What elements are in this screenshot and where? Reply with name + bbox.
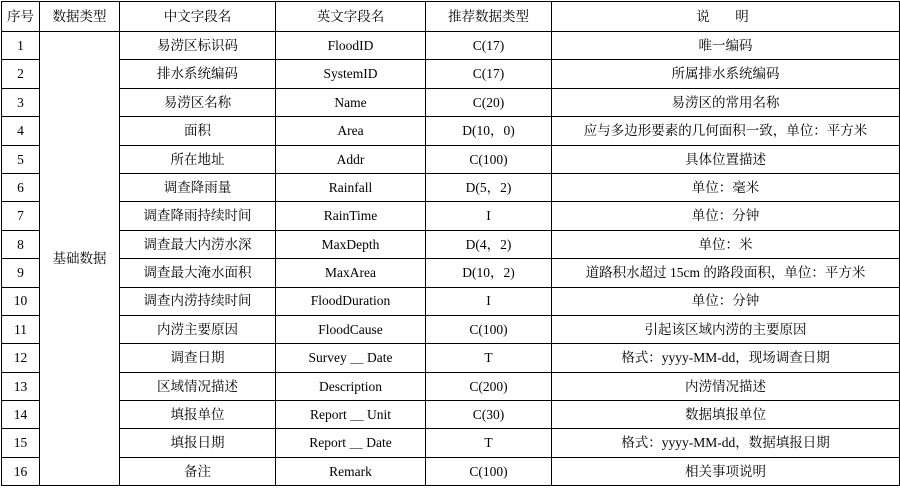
table-row — [2, 457, 900, 485]
cell-cn-field: 区域情况描述 — [120, 372, 276, 400]
cell-index: 11 — [2, 315, 40, 343]
cell-rec-type: T — [426, 344, 552, 372]
cell-rec-type: C(100) — [426, 145, 552, 173]
cell-index: 16 — [2, 457, 40, 485]
cell-cn-field: 排水系统编码 — [120, 60, 276, 88]
cell-index: 13 — [2, 372, 40, 400]
cell-description: 易涝区的常用名称 — [552, 88, 900, 116]
column-header-en-field: 英文字段名 — [276, 2, 426, 32]
cell-description: 具体位置描述 — [552, 145, 900, 173]
cell-en-field: Addr — [276, 145, 426, 173]
cell-description: 引起该区域内涝的主要原因 — [552, 315, 900, 343]
cell-index: 1 — [2, 32, 40, 60]
cell-rec-type: I — [426, 202, 552, 230]
table-row — [2, 32, 900, 60]
cell-index: 8 — [2, 230, 40, 258]
cell-description: 单位：米 — [552, 230, 900, 258]
cell-description: 数据填报单位 — [552, 401, 900, 429]
table-row — [2, 401, 900, 429]
cell-rec-type: C(100) — [426, 457, 552, 485]
cell-description: 道路积水超过 15cm 的路段面积，单位：平方米 — [552, 259, 900, 287]
cell-en-field: FloodDuration — [276, 287, 426, 315]
cell-index: 6 — [2, 173, 40, 201]
cell-en-field: Rainfall — [276, 173, 426, 201]
cell-index: 7 — [2, 202, 40, 230]
cell-cn-field: 调查最大淹水面积 — [120, 259, 276, 287]
cell-description: 相关事项说明 — [552, 457, 900, 485]
table-row — [2, 315, 900, 343]
table-row — [2, 287, 900, 315]
cell-rec-type: I — [426, 287, 552, 315]
cell-index: 5 — [2, 145, 40, 173]
cell-rec-type: C(17) — [426, 60, 552, 88]
table-head — [2, 2, 900, 32]
table-row — [2, 60, 900, 88]
cell-index: 3 — [2, 88, 40, 116]
cell-en-field: MaxDepth — [276, 230, 426, 258]
cell-rec-type: T — [426, 429, 552, 457]
cell-index: 10 — [2, 287, 40, 315]
spec-table-page — [0, 1, 900, 503]
cell-cn-field: 填报日期 — [120, 429, 276, 457]
cell-description: 单位：分钟 — [552, 202, 900, 230]
cell-cn-field: 调查降雨持续时间 — [120, 202, 276, 230]
column-header-data-type: 数据类型 — [40, 2, 120, 32]
cell-en-field: Report ＿ Unit — [276, 401, 426, 429]
cell-en-field: SystemID — [276, 60, 426, 88]
table-row — [2, 259, 900, 287]
cell-en-field: Report ＿ Date — [276, 429, 426, 457]
cell-en-field: FloodCause — [276, 315, 426, 343]
cell-description: 格式：yyyy-MM-dd，现场调查日期 — [552, 344, 900, 372]
table-row — [2, 344, 900, 372]
cell-cn-field: 所在地址 — [120, 145, 276, 173]
column-header-index: 序号 — [2, 2, 40, 32]
table-row — [2, 173, 900, 201]
cell-cn-field: 调查最大内涝水深 — [120, 230, 276, 258]
cell-index: 2 — [2, 60, 40, 88]
cell-description: 单位：毫米 — [552, 173, 900, 201]
cell-en-field: Name — [276, 88, 426, 116]
cell-cn-field: 面积 — [120, 117, 276, 145]
cell-cn-field: 调查内涝持续时间 — [120, 287, 276, 315]
cell-rec-type: C(20) — [426, 88, 552, 116]
cell-en-field: FloodID — [276, 32, 426, 60]
column-header-rec-type: 推荐数据类型 — [426, 2, 552, 32]
cell-description: 唯一编码 — [552, 32, 900, 60]
cell-description: 应与多边形要素的几何面积一致，单位：平方米 — [552, 117, 900, 145]
table-row — [2, 230, 900, 258]
cell-cn-field: 调查降雨量 — [120, 173, 276, 201]
cell-cn-field: 备注 — [120, 457, 276, 485]
table-row — [2, 117, 900, 145]
cell-rec-type: C(200) — [426, 372, 552, 400]
cell-cn-field: 调查日期 — [120, 344, 276, 372]
cell-rec-type: D(10，2) — [426, 259, 552, 287]
table-row — [2, 372, 900, 400]
cell-en-field: Area — [276, 117, 426, 145]
cell-en-field: Description — [276, 372, 426, 400]
cell-index: 12 — [2, 344, 40, 372]
cell-en-field: Remark — [276, 457, 426, 485]
cell-cn-field: 易涝区名称 — [120, 88, 276, 116]
cell-rec-type: D(5，2) — [426, 173, 552, 201]
cell-rec-type: D(4，2) — [426, 230, 552, 258]
cell-en-field: Survey ＿ Date — [276, 344, 426, 372]
table-row — [2, 88, 900, 116]
table-row — [2, 202, 900, 230]
table-body — [2, 32, 900, 486]
cell-index: 14 — [2, 401, 40, 429]
cell-cn-field: 易涝区标识码 — [120, 32, 276, 60]
cell-rec-type: C(30) — [426, 401, 552, 429]
cell-rec-type: C(17) — [426, 32, 552, 60]
table-row — [2, 145, 900, 173]
cell-description: 格式：yyyy-MM-dd，数据填报日期 — [552, 429, 900, 457]
cell-description: 所属排水系统编码 — [552, 60, 900, 88]
cell-cn-field: 内涝主要原因 — [120, 315, 276, 343]
cell-index: 4 — [2, 117, 40, 145]
cell-en-field: RainTime — [276, 202, 426, 230]
cell-rec-type: D(10，0) — [426, 117, 552, 145]
cell-en-field: MaxArea — [276, 259, 426, 287]
cell-data-type-group: 基础数据 — [40, 32, 120, 486]
column-header-cn-field: 中文字段名 — [120, 2, 276, 32]
cell-index: 15 — [2, 429, 40, 457]
cell-description: 单位：分钟 — [552, 287, 900, 315]
cell-description: 内涝情况描述 — [552, 372, 900, 400]
column-header-description: 说 明 — [552, 2, 900, 32]
table-row — [2, 429, 900, 457]
field-spec-table — [1, 1, 900, 486]
cell-index: 9 — [2, 259, 40, 287]
table-header-row — [2, 2, 900, 32]
cell-cn-field: 填报单位 — [120, 401, 276, 429]
cell-rec-type: C(100) — [426, 315, 552, 343]
